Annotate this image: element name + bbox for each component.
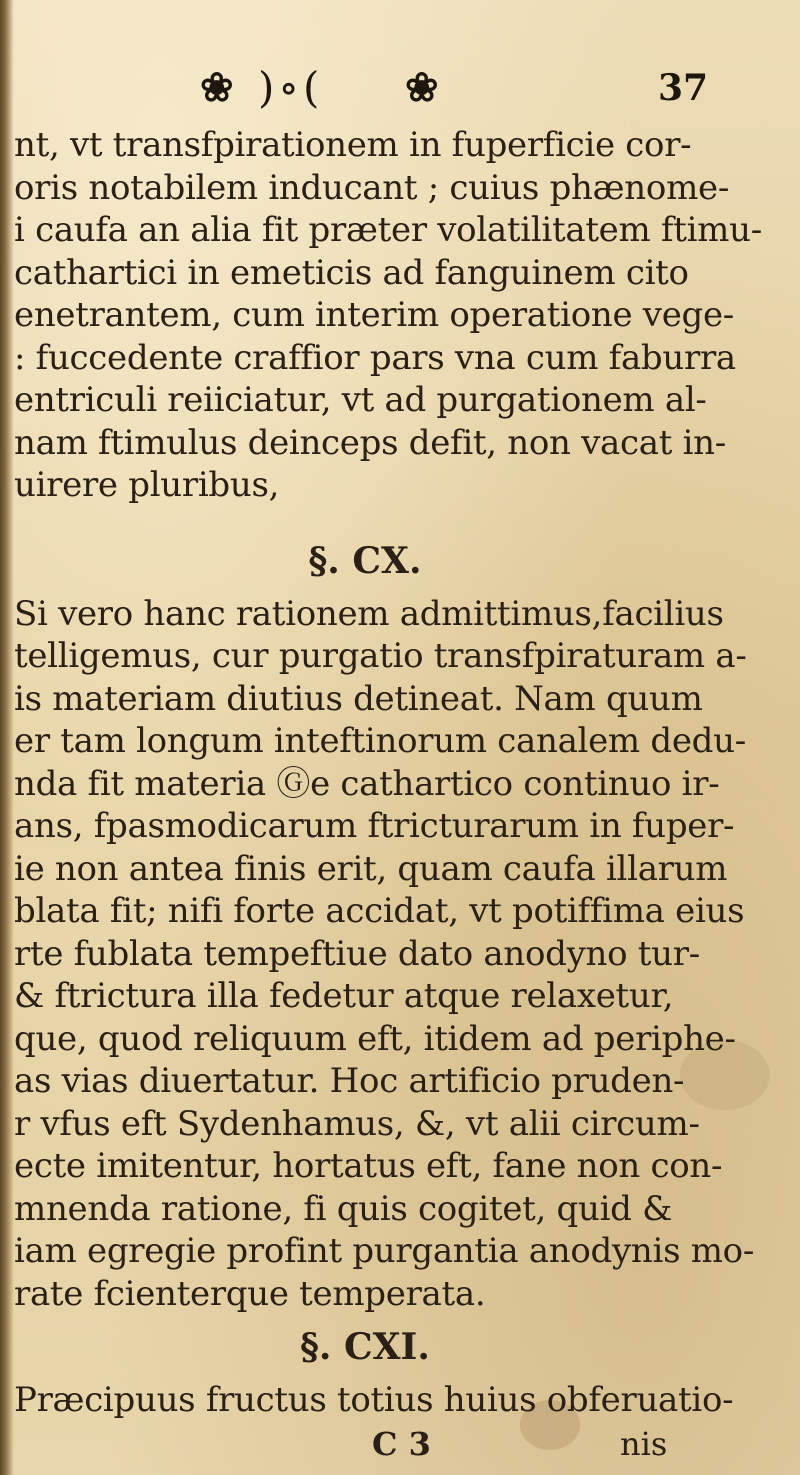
text-line: cathartici in emeticis ad fanguinem cito — [14, 252, 689, 293]
text-line: : fuccedente craffior pars vna cum faburra — [14, 337, 736, 378]
text-line: i caufa an alia fit præter volatilitatem ftimu- — [14, 210, 762, 250]
text-line: que, quod reliquum eft, itidem ad periphe- — [14, 1018, 736, 1059]
section-spacer — [0, 507, 790, 529]
text-line: rate fcienterque temperata. — [14, 1273, 486, 1314]
text-line: uirere pluribus, — [14, 465, 280, 505]
text-line: blata fit; nifi forte accidat, vt potiffima eius — [14, 891, 745, 931]
page-footer — [0, 1422, 790, 1466]
text-line: Præcipuus fructus totius huius obferuatio- — [14, 1380, 734, 1420]
text-line: nt, vt transfpirationem in fuperficie cor- — [14, 125, 692, 165]
text-line: oris notabilem inducant ; cuius phænome- — [14, 167, 730, 208]
section-heading-cxi: §. CXI. — [300, 1326, 430, 1368]
text-line: entriculi reiiciatur, vt ad purgationem al- — [14, 380, 707, 420]
catchword: nis — [620, 1424, 668, 1463]
text-line: telligemus, cur purgatio transfpiraturam a- — [14, 636, 747, 676]
fleuron-right-icon: ❀ — [405, 64, 439, 111]
text-line: ecte imitentur, hortatus eft, fane non con- — [14, 1146, 723, 1186]
header-ornament: )∘( — [258, 63, 324, 112]
page-number: 37 — [658, 67, 709, 109]
text-line: & ftrictura illa fedetur atque relaxetur, — [14, 976, 674, 1016]
text-line: enetrantem, cum interim operatione vege- — [14, 295, 734, 335]
text-line: mnenda ratione, fi quis cogitet, quid & — [14, 1188, 673, 1229]
paragraph-1 — [0, 124, 790, 507]
text-line: er tam longum inteftinorum canalem dedu- — [14, 721, 746, 761]
body-text — [0, 124, 790, 1466]
fleuron-left-icon: ❀ — [200, 64, 234, 111]
text-line: nam ftimulus deinceps defit, non vacat in- — [14, 422, 726, 463]
text-line: iam egregie profint purgantia anodynis mo- — [14, 1231, 755, 1271]
text-line: as vias diuertatur. Hoc artificio pruden- — [14, 1061, 685, 1101]
text-line: is materiam diutius detineat. Nam quum — [14, 678, 703, 719]
text-line: ans, fpasmodicarum ftricturarum in fuper- — [14, 806, 735, 846]
section-heading-cx: §. CX. — [308, 539, 422, 582]
paragraph-3 — [0, 1379, 790, 1422]
text-line: r vfus eft Sydenhamus, &, vt alii circum- — [14, 1103, 700, 1144]
text-line: rte fublata tempeftiue dato anodyno tur- — [14, 933, 700, 974]
text-line: Si vero hanc rationem admittimus,facilius — [14, 593, 724, 634]
running-header — [0, 60, 800, 120]
text-line: nda fit materia Ⓖe cathartico continuo ir- — [14, 763, 720, 804]
paragraph-2 — [0, 593, 790, 1316]
signature-mark: C 3 — [372, 1424, 431, 1463]
text-line: ie non antea finis erit, quam caufa illarum — [14, 848, 728, 889]
